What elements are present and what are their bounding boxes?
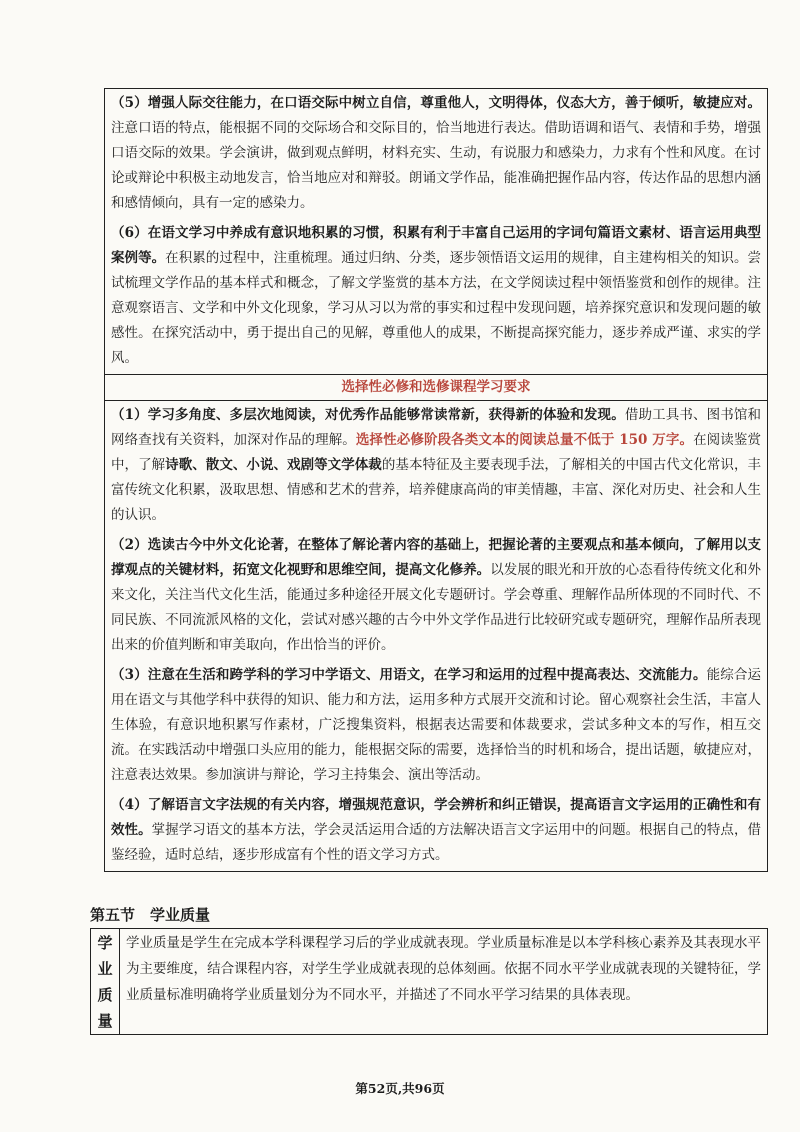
band-title: 选择性必修和选修课程学习要求 [341,379,531,395]
quality-label-char: 质 [97,986,113,1004]
item-text: 在阅读鉴赏中，了解 [111,432,761,473]
item-text: 以发展的眼光和开放的心态看待传统文化和外来文化，关注当代文化生活，能通过多种途径开展文化专题研讨。学会尊重、理解作品所体现的不同时代、不同民族、不同流派风格的文化，尝试对感兴趣的古今中外文学作品进行比较研究或专题研究，理解作品所表现出来的价值判断和审美取向，作出恰当的评价。 [111,562,762,653]
item-text: 掌握学习语文的基本方法，学会灵活运用合适的方法解决语言文字运用中的问题。根据自己的特点，借鉴经验，适时总结，逐步形成富有个性的语文学习方式。 [111,822,762,863]
reading-volume-highlight: 选择性必修阶段各类文本的阅读总量不低于 150 万字。 [355,432,694,448]
item-text: 能综合运用在语文与其他学科中获得的知识、能力和方法，运用多种方式展开交流和讨论。留心观察社会生活，丰富人生体验，有意识地积累写作素材，广泛搜集资料，根据表达需要和体裁要求，尝试多种文本的写作，相互交流。在实践活动中增强口头应用的能力，能根据交际的需要，选择恰当的时机和场合，提出话题，敏捷应对，注意表达效果。参加演讲与辩论，学习主持集会、演出等活动。 [111,667,761,783]
item-heading: （3）注意在生活和跨学科的学习中学语文、用语文，在学习和运用的过程中提高表达、交流能力。 [111,667,707,683]
section-band [105,374,767,401]
requirements-box [104,88,768,872]
page-number: 第52页,共96页 [355,1081,445,1096]
genre-highlight: 诗歌、散文、小说、戏剧等文学体裁 [165,457,382,473]
quality-label-char: 业 [97,960,113,978]
item-heading: （4）了解语言文字法规的有关内容，增强规范意识，学会辨析和纠正错误，提高语言文字运用的正确性和有效性。 [111,797,761,838]
item-text: 的基本特征及主要表现手法，了解相关的中国古代文化常识，丰富传统文化积累，汲取思想、情感和艺术的营养，培养健康高尚的审美情趣，丰富、深化对历史、社会和人生的认识。 [111,457,762,523]
item-heading: （5）增强人际交往能力，在口语交际中树立自信，尊重他人，文明得体，仪态大方，善于倾听，敏捷应对。 [111,95,761,111]
quality-label-char: 量 [97,1012,113,1030]
elective-item-4 [105,791,767,871]
requirement-item-6 [105,219,767,374]
quality-description: 学业质量是学生在完成本学科课程学习后的学业成就表现。学业质量标准是以本学科核心素养及其表现水平为主要维度，结合课程内容，对学生学业成就表现的总体刻画。依据不同水平学业成就表现的关键特征，学业质量标准明确将学业质量划分为不同水平，并描述了不同水平学习结果的具体表现。 [126,935,761,1003]
quality-label [91,929,120,1034]
item-heading: （6）在语文学习中养成有意识地积累的习惯，积累有利于丰富自己运用的字词句篇语文素材、语言运用典型案例等。 [111,225,761,266]
item-text: 借助工具书、图书馆和网络查找有关资料，加深对作品的理解。 [111,407,761,448]
elective-item-3 [105,661,767,791]
requirement-item-5 [105,89,767,219]
elective-item-1 [105,401,767,531]
quality-label-char: 学 [97,934,113,952]
item-text: 注意口语的特点，能根据不同的交际场合和交际目的，恰当地进行表达。借助语调和语气、表情和手势，增强口语交际的效果。学会演讲，做到观点鲜明，材料充实、生动，有说服力和感染力，力求有个性和风度。在讨论或辩论中积极主动地发言，恰当地应对和辩驳。朗诵文学作品，能准确把握作品内容，传达作品的思想内涵和感情倾向，具有一定的感染力。 [111,120,761,211]
elective-item-2 [105,531,767,661]
section-title: 第五节 学业质量 [90,906,211,924]
item-heading: （1）学习多角度、多层次地阅读，对优秀作品能够常读常新，获得新的体验和发现。 [111,407,625,423]
item-text: 在积累的过程中，注重梳理。通过归纳、分类，逐步领悟语文运用的规律，自主建构相关的知识。尝试梳理文学作品的基本样式和概念，了解文学鉴赏的基本方法，在文学阅读过程中领悟鉴赏和创作的规律。注意观察语言、文学和中外文化现象，学习从习以为常的事实和过程中发现问题，培养探究意识和发现问题的敏感性。在探究活动中，勇于提出自己的见解，尊重他人的成果，不断提高探究能力，逐步养成严谨、求实的学风。 [111,250,762,366]
academic-quality-table [90,928,768,1035]
item-heading: （2）选读古今中外文化论著，在整体了解论著内容的基础上，把握论著的主要观点和基本倾向，了解用以支撑观点的关键材料，拓宽文化视野和思维空间，提高文化修养。 [111,537,761,578]
